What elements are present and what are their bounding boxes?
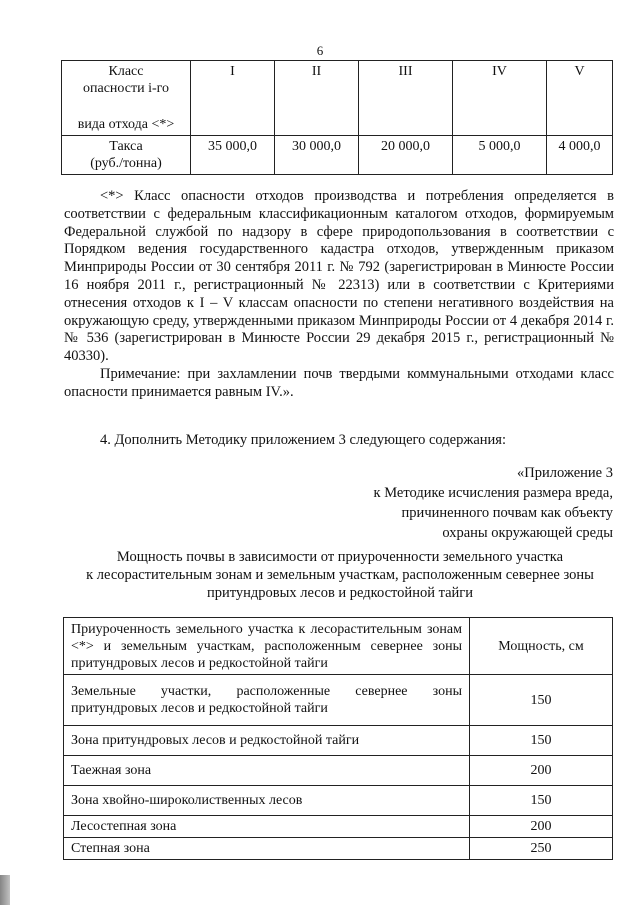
hazard-class-cell: III bbox=[359, 61, 453, 136]
caption-line2: к лесорастительным зонам и земельным участкам, расположенным севернее зоны bbox=[86, 567, 594, 583]
table-caption bbox=[40, 548, 640, 602]
hazard-class-cell: IV bbox=[453, 61, 547, 136]
table-row bbox=[64, 816, 613, 838]
table-row bbox=[64, 838, 613, 860]
caption-line3: притундровых лесов и редкостойной тайги bbox=[206, 585, 474, 601]
rate-label-line1: Такса bbox=[109, 139, 143, 154]
rate-label-line2: (руб./тонна) bbox=[90, 156, 162, 171]
thickness-header-cell: Мощность, см bbox=[470, 618, 613, 675]
table-row bbox=[64, 675, 613, 726]
zone-header-cell: Приуроченность земельного участка к лесорастительным зонам <*> и земельным участкам, расположенным севернее зоны притундровых лесов и редкостойной тайги bbox=[64, 618, 470, 675]
rate-label-cell bbox=[62, 136, 191, 175]
table-row bbox=[64, 756, 613, 786]
zone-cell: Земельные участки, расположенные севернее зоны притундровых лесов и редкостойной тайги bbox=[64, 675, 470, 726]
item4-text: 4. Дополнить Методику приложением 3 следующего содержания: bbox=[100, 432, 506, 448]
rate-value-cell: 20 000,0 bbox=[359, 136, 453, 175]
zone-cell: Зона притундровых лесов и редкостойной тайги bbox=[64, 726, 470, 756]
table-row bbox=[64, 726, 613, 756]
hazard-class-cell: I bbox=[191, 61, 275, 136]
rate-value-cell: 4 000,0 bbox=[547, 136, 613, 175]
table-row bbox=[64, 786, 613, 816]
rate-value-cell: 30 000,0 bbox=[275, 136, 359, 175]
hazard-class-header-cell bbox=[62, 61, 191, 136]
hazard-header-line2: опасности i-го bbox=[82, 81, 170, 96]
scan-edge-shadow bbox=[0, 875, 10, 905]
thickness-cell: 150 bbox=[470, 675, 613, 726]
hazard-class-cell: V bbox=[547, 61, 613, 136]
caption-line1: Мощность почвы в зависимости от приуроченности земельного участка bbox=[116, 549, 564, 565]
rate-value-cell: 35 000,0 bbox=[191, 136, 275, 175]
appendix-line4: охраны окружающей среды bbox=[442, 525, 613, 541]
thickness-cell: 200 bbox=[470, 816, 613, 838]
thickness-cell: 150 bbox=[470, 786, 613, 816]
hazard-header-line1: Класс bbox=[108, 64, 144, 79]
footnote-block bbox=[64, 188, 614, 402]
zone-cell: Таежная зона bbox=[64, 756, 470, 786]
soil-thickness-table bbox=[63, 617, 613, 860]
footnote-text: <*> Класс опасности отходов производства и потребления определяется в соответствии с федеральным классификационным каталогом отходов, формируемым Федеральной службой по надзору в сфере природопользования в соответствии с Порядком ведения государственного кадастра отходов, утвержденным приказом Минприроды России от 30 сентября 2011 г. № 792 (зарегистрирован в Минюсте России 16 ноября 2011 г., регистрационный № 22313) или в соответствии с Критериями отнесения отходов к I – V классам опасности по степени негативного воздействия на окружающую среду, утвержденными приказом Минприроды России от 4 декабря 2014 г. № 536 (зарегистрирован в Минюсте России 29 декабря 2015 г., регистрационный № 40330). bbox=[64, 188, 614, 365]
appendix-line2: к Методике исчисления размера вреда, bbox=[373, 485, 613, 501]
hazard-class-cell: II bbox=[275, 61, 359, 136]
zone-cell: Лесостепная зона bbox=[64, 816, 470, 838]
appendix-heading bbox=[374, 463, 613, 543]
page-number: 6 bbox=[316, 43, 324, 58]
thickness-cell: 250 bbox=[470, 838, 613, 860]
note-text: Примечание: при захламлении почв твердыми коммунальными отходами класс опасности принимается равным IV.». bbox=[64, 365, 614, 400]
thickness-header-row bbox=[64, 618, 613, 675]
zone-cell: Степная зона bbox=[64, 838, 470, 860]
appendix-line3: причиненного почвам как объекту bbox=[401, 505, 613, 521]
rate-value-cell: 5 000,0 bbox=[453, 136, 547, 175]
hazard-rate-row bbox=[62, 136, 613, 175]
thickness-cell: 150 bbox=[470, 726, 613, 756]
thickness-cell: 200 bbox=[470, 756, 613, 786]
zone-cell: Зона хвойно-широколиственных лесов bbox=[64, 786, 470, 816]
hazard-rate-table bbox=[61, 60, 613, 175]
hazard-header-line3: вида отхода <*> bbox=[77, 117, 175, 132]
item4-block bbox=[64, 432, 614, 450]
appendix-line1: «Приложение 3 bbox=[517, 465, 613, 481]
hazard-class-row bbox=[62, 61, 613, 136]
